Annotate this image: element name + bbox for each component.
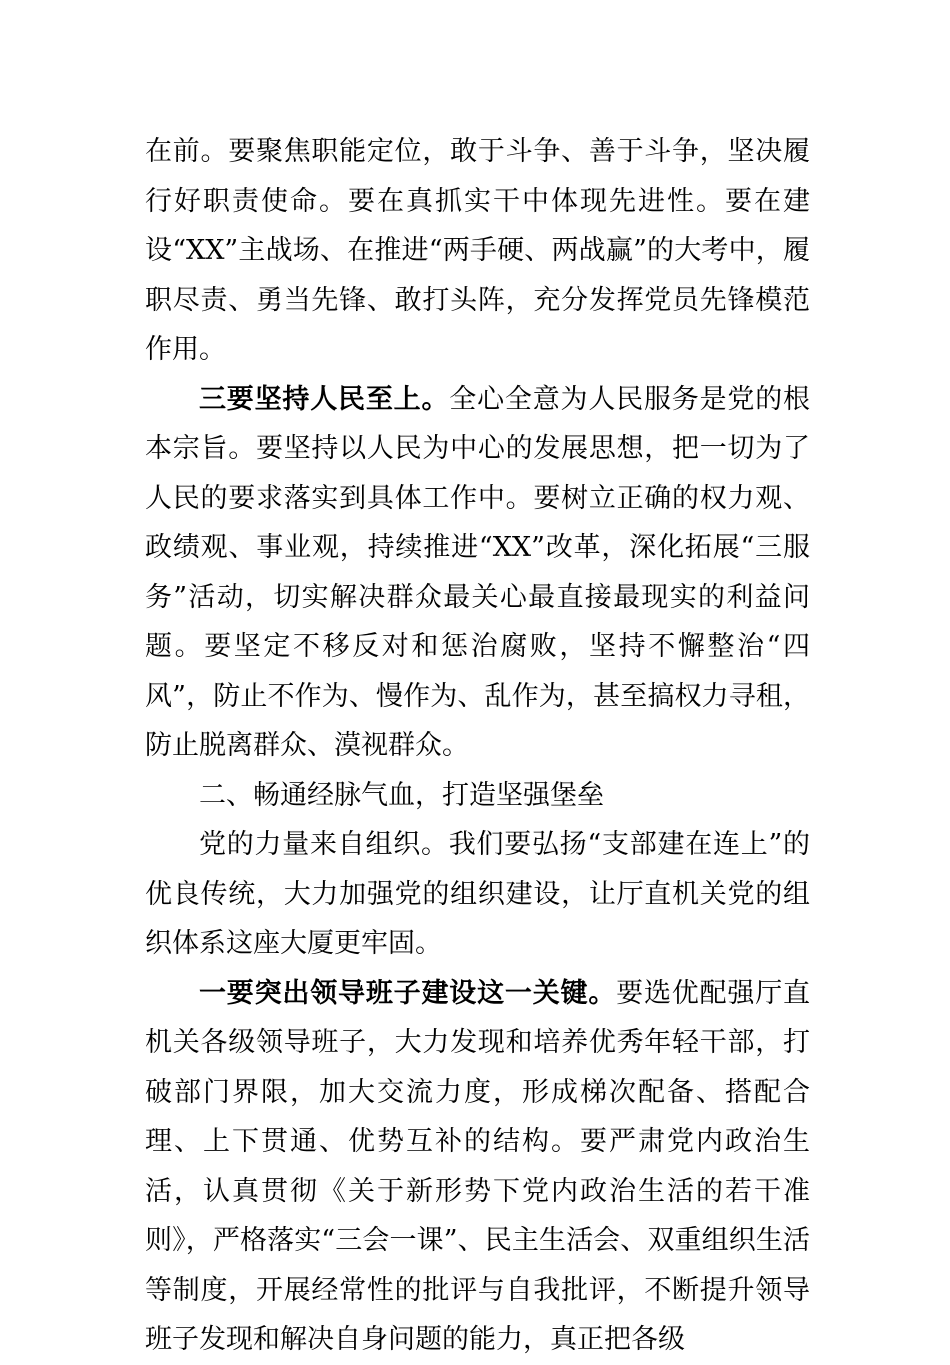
paragraph-organization — [145, 820, 810, 969]
paragraph-lead: 三要坚持人民至上。 — [199, 383, 450, 415]
paragraph-text: 全心全意为人民服务是党的根本宗旨。要坚持以人民为中心的发展思想，把一切为了人民的要求落实到具体工作中。要树立正确的权力观、政绩观、事业观，持续推进“XX”改革，深化拓展“三服务”活动，切实解决群众最关心最直接最现实的利益问题。要坚定不移反对和惩治腐败，坚持不懈整治“四风”，防止不作为、慢作为、乱作为，甚至搞权力寻租，防止脱离群众、漠视群众。 — [145, 383, 811, 761]
paragraph-lead: 一要突出领导班子建设这一关键。 — [199, 977, 617, 1009]
paragraph-leadership — [145, 969, 810, 1365]
paragraph-people-first — [145, 375, 810, 771]
paragraph-text: 要选优配强厅直机关各级领导班子，大力发现和培养优秀年轻干部，打破部门界限，加大交流力度，形成梯次配备、搭配合理、上下贯通、优势互补的结构。要严肃党内政治生活，认真贯彻《关于新形势下党内政治生活的若干准则》，严格落实“三会一课”、民主生活会、双重组织生活等制度，开展经常性的批评与自我批评，不断提升领导班子发现和解决自身问题的能力，真正把各级 — [145, 977, 811, 1355]
section-heading: 二、畅通经脉气血，打造坚强堡垒 — [199, 779, 604, 811]
paragraph-continuation — [145, 127, 810, 375]
paragraph-text: 党的力量来自组织。我们要弘扬“支部建在连上”的优良传统，大力加强党的组织建设，让厅直机关党的组织体系这座大厦更牢固。 — [145, 829, 810, 959]
paragraph-text: 在前。要聚焦职能定位，敢于斗争、善于斗争，坚决履行好职责使命。要在真抓实干中体现先进性。要在建设“XX”主战场、在推进“两手硬、两战赢”的大考中，履职尽责、勇当先锋、敢打头阵，充分发挥党员先锋模范作用。 — [145, 136, 810, 365]
document-body — [145, 127, 810, 1365]
